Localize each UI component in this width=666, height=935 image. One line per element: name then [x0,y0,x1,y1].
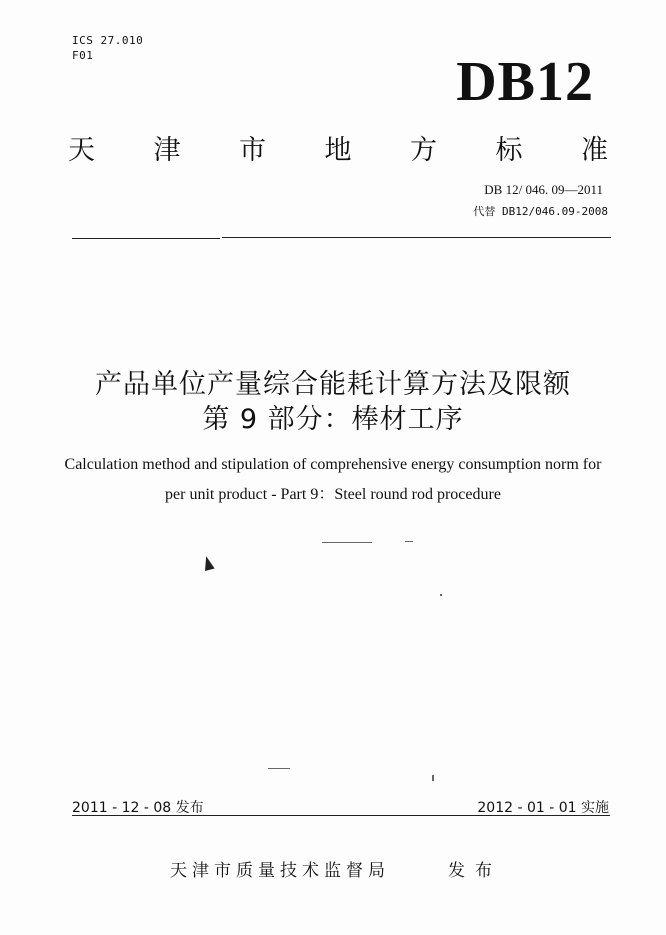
heading-char: 天 [68,135,95,166]
ics-code: ICS 27.010 [72,34,144,47]
standard-number: DB 12/ 046. 09—2011 [484,182,603,197]
db12-logo: DB12 [456,51,594,113]
issue-date: 2011 - 12 - 08 发布 [72,800,204,816]
title-en-line2: per unit product - Part 9：Steel round rod procedure [165,486,501,503]
scan-noise [322,542,372,543]
publish-label: 发布 [448,861,502,881]
scan-noise [268,768,290,769]
footer-divider [72,815,610,816]
header-divider-long [222,237,611,238]
publisher-name: 天津市质量技术监督局 [170,861,390,881]
title-en-line1: Calculation method and stipulation of comprehensive energy consumption norm for [64,456,602,473]
effective-date: 2012 - 01 - 01 实施 [477,800,609,816]
replaces-note: 代替 DB12/046.09-2008 [473,205,608,218]
local-standard-heading [68,128,608,167]
scan-mark-arrow-icon [201,555,214,571]
title-zh-line1: 产品单位产量综合能耗计算方法及限额 [95,369,571,400]
scan-noise [440,594,442,596]
ccs-code: F01 [72,49,94,62]
heading-char: 地 [324,135,352,166]
title-zh-line2: 第 9 部分：棒材工序 [202,404,464,435]
heading-char: 津 [153,135,181,166]
heading-char: 准 [581,135,608,166]
heading-char: 市 [239,135,266,166]
heading-char: 方 [410,135,437,166]
header-divider-short [72,238,220,239]
scan-noise [405,541,413,542]
heading-char: 标 [495,135,523,166]
scan-noise [432,775,434,781]
classification-codes [72,33,143,63]
